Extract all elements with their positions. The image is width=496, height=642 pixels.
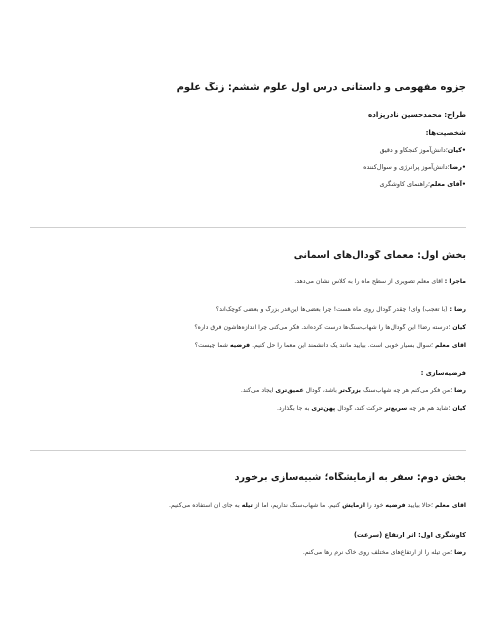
document-title: جزوه مفهومی و داستانی درس اول علوم ششم: زنگ علوم: [176, 82, 466, 93]
hypothesis-text: ؛شاید هم هر چه: [407, 405, 451, 412]
emphasis-text: پهن‌تری: [311, 405, 336, 412]
emphasis-text: تیله: [241, 502, 253, 509]
hypothesis-text: باشد، گودال: [303, 387, 339, 394]
speaker-name: آقای معلم: [434, 342, 466, 349]
story-text: آقای معلم تصویری از سطح ماه را به کلاس نشان می‌دهد.: [294, 278, 443, 285]
dialogue-text: ؛من تیله را از ارتفاع‌های مختلف روی خاک نرم رها می‌کنم.: [302, 549, 453, 556]
dialogue-text: به جای آن استفاده می‌کنیم.: [168, 502, 242, 509]
speaker-name: آقای معلم: [434, 502, 466, 509]
reza-line: [30, 549, 466, 556]
dialogue-text: خود را: [364, 502, 386, 509]
emphasis-text: بزرگ‌تر: [338, 387, 362, 394]
teacher-line: [30, 502, 466, 509]
emphasis-text: آزمایش: [342, 502, 365, 509]
speaker-name: رضا :: [449, 306, 466, 313]
characters-heading: شخصیت‌ها:: [425, 128, 466, 137]
emphasis-text: سریع‌تر: [384, 405, 408, 412]
dialogue-line: [30, 324, 466, 331]
character-name: •کیان: [447, 146, 466, 154]
character-name: •رضا: [449, 163, 466, 171]
character-item: [30, 146, 466, 154]
section-divider: [30, 450, 466, 451]
character-item: [30, 180, 466, 188]
dialogue-text: ؛درسته رضا! این گودال‌ها را شهاب‌سنگ‌ها درست کرده‌اند. فکر می‌کنی چرا اندازه‌هاشون فرق داره؟: [194, 324, 451, 331]
emphasis-text: فرضیه: [385, 502, 406, 509]
hypothesis-text: به جا بگذارد.: [276, 405, 312, 412]
speaker-name: کیان: [452, 324, 466, 331]
hypothesis-heading: فرضیه‌سازی :: [420, 369, 466, 377]
speaker-name: رضا: [454, 549, 466, 556]
emphasis-text: فرضیه: [229, 342, 251, 349]
character-desc: ؛دانش‌آموز کنجکاو و دقیق: [379, 146, 448, 154]
dialogue-line: [30, 342, 466, 349]
dialogue-text: ؛سوال بسیار خوبی است. بیایید مانند یک دانشمند این معما را حل کنیم.: [250, 342, 433, 349]
hypothesis-text: حرکت کند، گودال: [335, 405, 385, 412]
section1-title: بخش اول: معمای گودال‌های آسمانی: [293, 250, 466, 261]
hypothesis-line: [30, 405, 466, 412]
emphasis-text: عمیق‌تری: [275, 387, 304, 394]
section2-title: بخش دوم: سفر به آزمایشگاه؛ شبیه‌سازی برخورد: [234, 472, 466, 483]
designer-line: طراح: محمدحسین نادرپزاده: [367, 110, 466, 119]
story-label: ماجرا :: [444, 278, 466, 285]
hypothesis-text: ایجاد می‌کند.: [240, 387, 276, 394]
story-line: [30, 278, 466, 285]
speaker-name: رضا: [454, 387, 466, 394]
dialogue-text: شما چیست؟: [194, 342, 230, 349]
exploration-heading: کاوشگری اول: اثر ارتفاع (سرعت): [354, 531, 466, 539]
speaker-name: کیان: [452, 405, 466, 412]
hypothesis-text: ؛من فکر می‌کنم هر چه شهاب‌سنگ: [361, 387, 453, 394]
hypothesis-line: [30, 387, 466, 394]
dialogue-line: [30, 306, 466, 313]
character-name: •آقای معلم: [429, 180, 466, 188]
dialogue-text: (با تعجب) وای! چقدر گودال روی ماه هست! چرا بعضی‌ها این‌قدر بزرگ و بعضی کوچک‌اند؟: [215, 306, 448, 313]
dialogue-text: کنیم. ما شهاب‌سنگ نداریم، اما از: [252, 502, 343, 509]
character-item: [30, 163, 466, 171]
dialogue-text: ؛حالا بیایید: [405, 502, 433, 509]
section-divider: [30, 227, 466, 228]
character-desc: ؛دانش‌آموز پرانرژی و سوال‌کننده: [363, 163, 450, 171]
character-desc: ؛راهنمای کاوشگری: [379, 180, 430, 188]
